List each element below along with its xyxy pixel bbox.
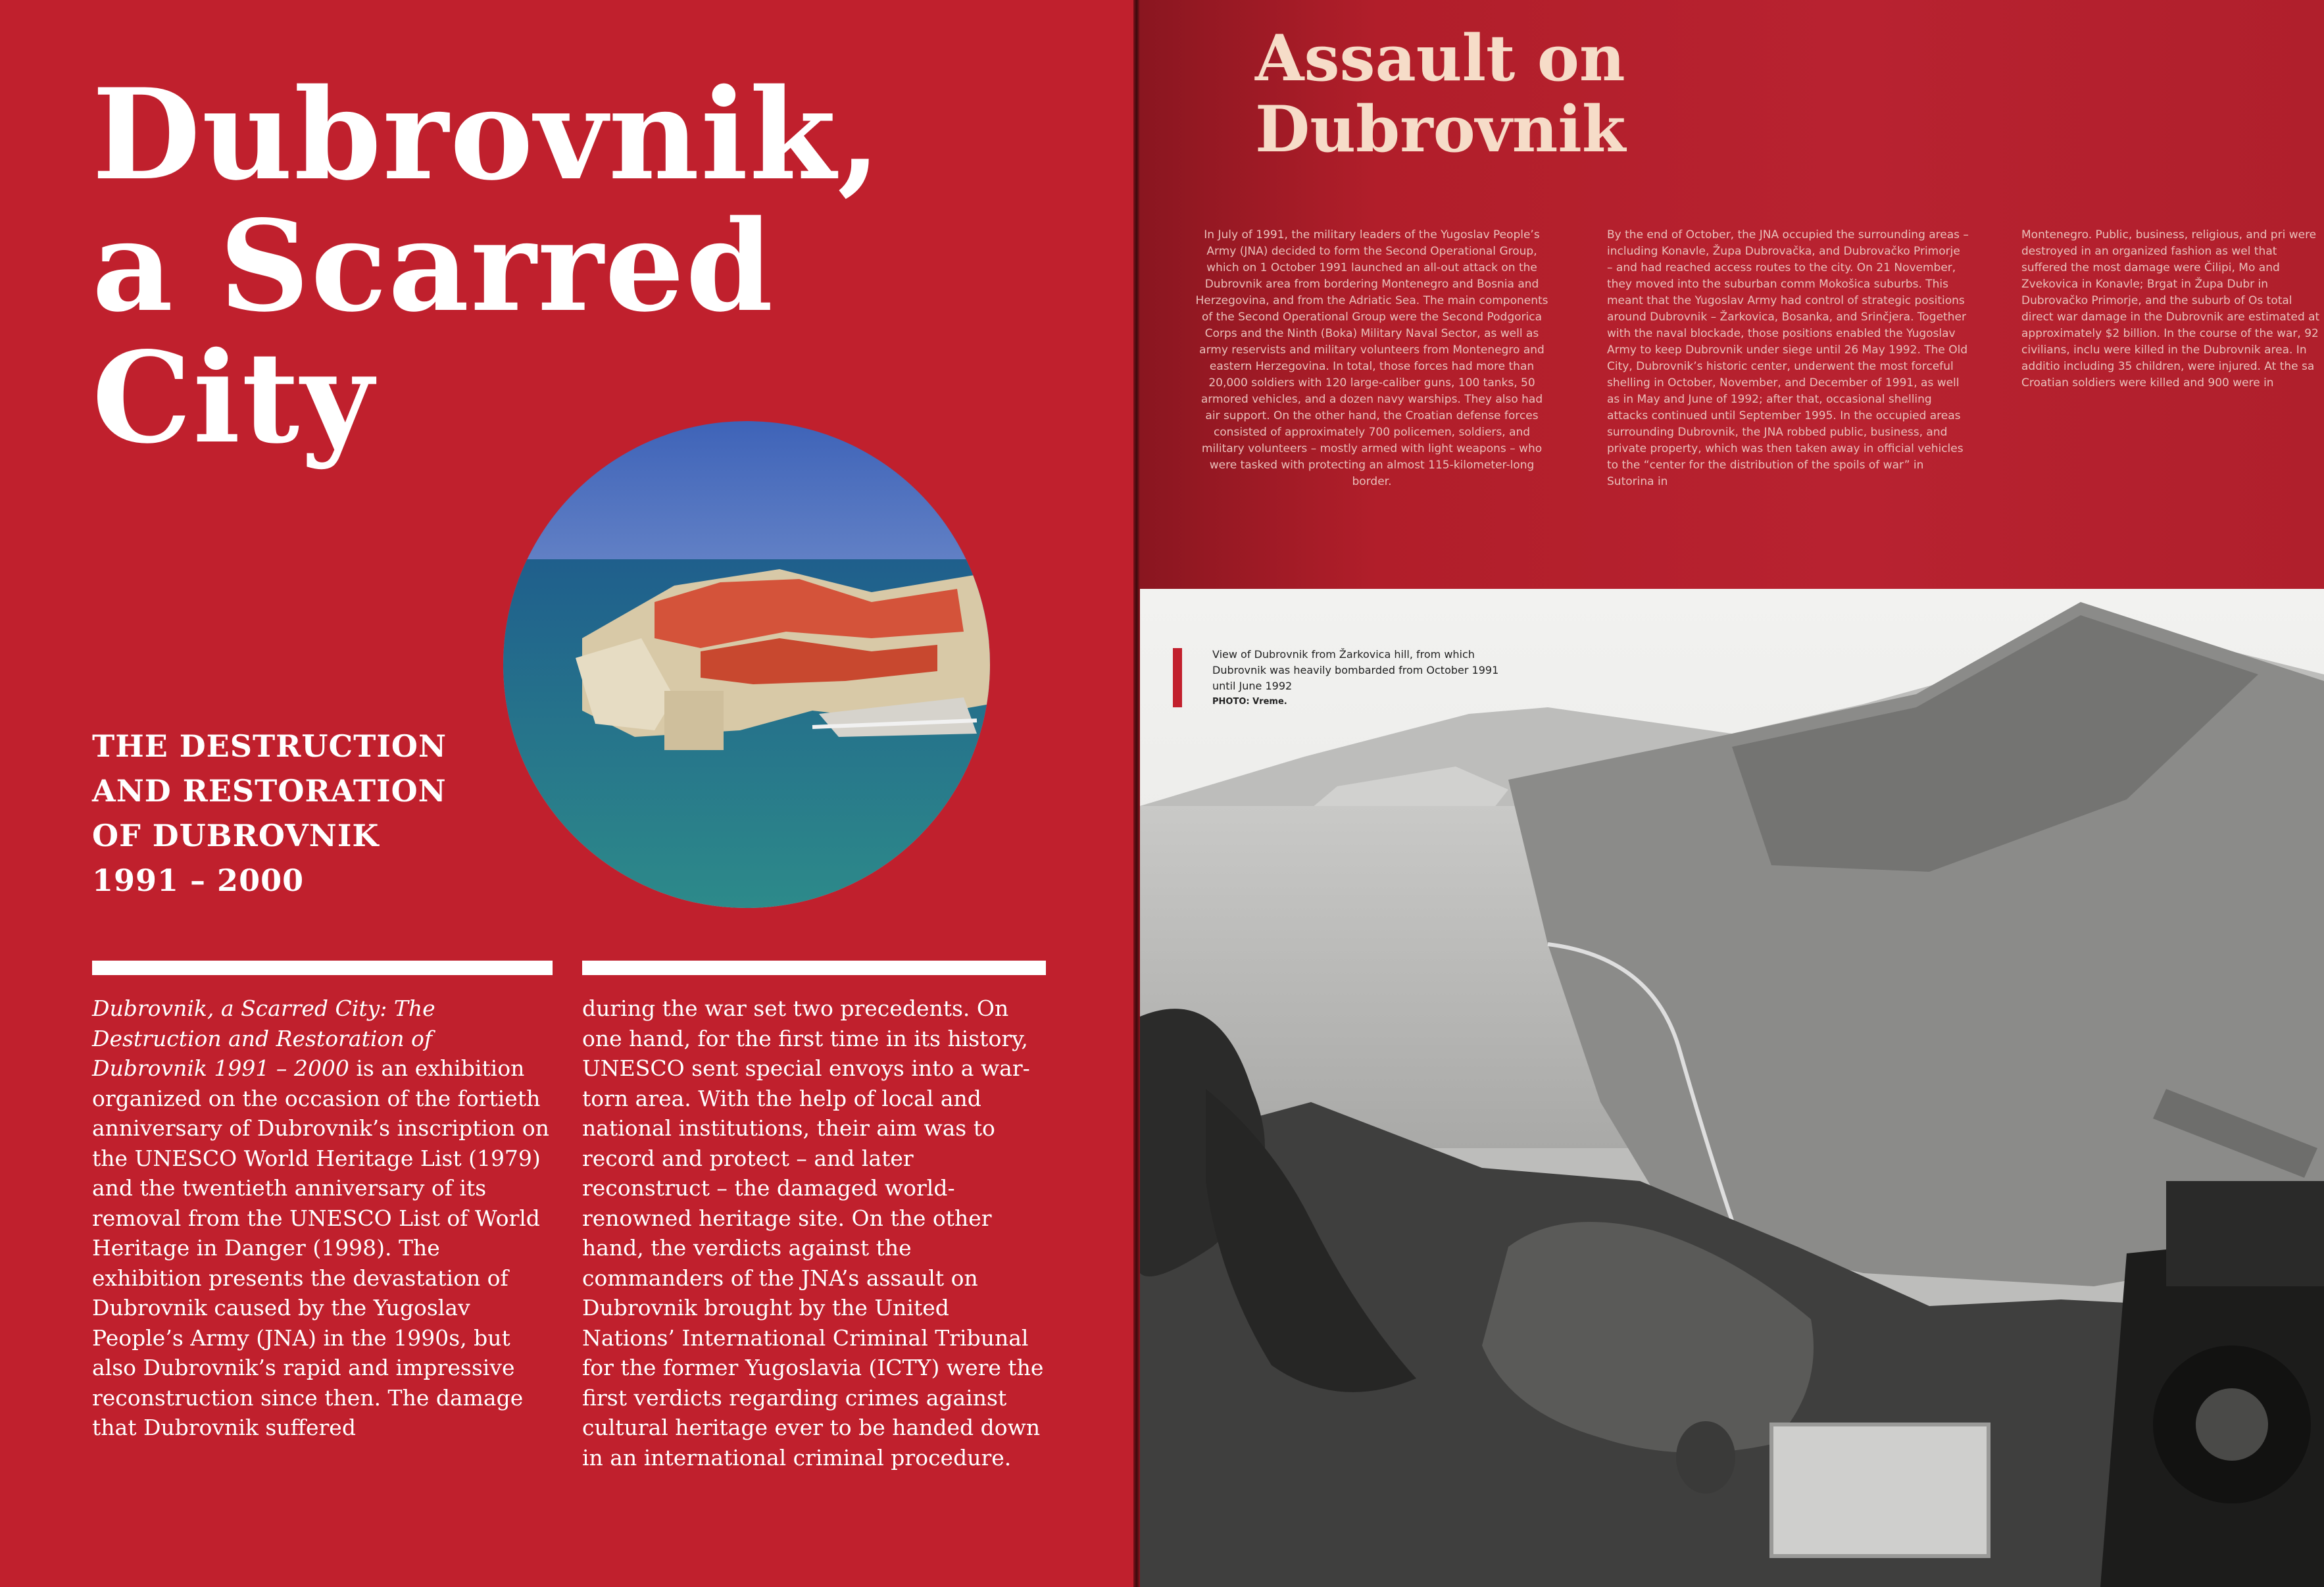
assault-title [1255, 23, 1625, 165]
left-page [0, 0, 1133, 1587]
assault-text-column-1: In July of 1991, the military leaders of the Yugoslav People’s Army (JNA) decided to form the Second Operational Group, which on 1 October 1991 launched an all-out attack on the Dubrovnik area from bordering Montenegro and Bosnia and Herzegovina, and from the Adriatic Sea. The main components of the Second Operational Group were the Second Podgorica Corps and the Ninth (Boka) Military Naval Sector, as well as army reservists and military volunteers from Montenegro and eastern Herzegovina. In total, those forces had more than 20,000 soldiers with 120 large-caliber guns, 100 tanks, 50 armored vehicles, and a dozen navy warships. They also had air support. On the other hand, the Croatian defense forces consisted of approximately 700 policemen, soldiers, and military volunteers – mostly armed with light weapons – who were tasked with protecting an almost 115-kilometer-long border. [1195, 228, 1548, 488]
title-line-3: City [92, 324, 375, 471]
divider-left [92, 961, 553, 975]
exhibition-title [92, 61, 883, 471]
page-gutter [1133, 0, 1140, 1587]
dubrovnik-aerial-photo [503, 421, 990, 908]
title-line-1: Dubrovnik, [92, 61, 883, 208]
subtitle-line-3: OF DUBROVNIK [92, 818, 380, 853]
intro-column-1 [92, 994, 553, 1443]
photo-credit: PHOTO: Vreme. [1212, 697, 1287, 707]
intro-column-1-text: is an exhibition organized on the occasion of the fortieth anniversary of Dubrovnik’s inscription on the UNESCO World Heritage List (1979) and the twentieth anniversary of its removal from the UNESCO List of World Heritage in Danger (1998). The exhibition presents the devastation of Dubrovnik caused by the Yugoslav People’s Army (JNA) in the 1990s, but also Dubrovnik’s rapid and impressive reconstruction since then. The damage that Dubrovnik suffered [92, 1055, 549, 1440]
subtitle-line-1: THE DESTRUCTION [92, 728, 447, 764]
zarkovica-hill-photo [1140, 589, 2324, 1587]
assault-text-column-2: By the end of October, the JNA occupied the surrounding areas – including Konavle, Župa Dubrovačka, and Dubrovačko Primorje – and had reached access routes to the city. On 21 November, they moved into the suburban comm Mokošica suburbs. This meant that the Yugoslav Army had control of strategic positions around Dubrovnik – Žarkovica, Bosanka, and Srinčjera. Together with the naval blockade, those positions enabled the Yugoslav Army to keep Dubrovnik under siege until 26 May 1992. The Old City, Dubrovnik’s historic center, underwent the most forceful shelling in October, November, and December of 1991, as well as in May and June of 1992; after that, occasional shelling attacks continued until September 1995. In the occupied areas surrounding Dubrovnik, the JNA robbed public, business, and private property, which was then taken away in official vehicles to the “center for the distribution of the spoils of war” in Sutorina in [1607, 228, 1969, 488]
exhibition-subtitle [92, 724, 447, 903]
caption-text: View of Dubrovnik from Žarkovica hill, from which Dubrovnik was heavily bombarded from October 1991 until June 1992 [1212, 648, 1499, 692]
photo-caption [1212, 647, 1515, 710]
right-page [1140, 0, 2324, 1587]
assault-title-line-2: Dubrovnik [1255, 92, 1626, 166]
assault-title-line-1: Assault on [1255, 21, 1625, 95]
intro-column-2: during the war set two precedents. On one hand, for the first time in its history, UNESCO sent special envoys into a war-torn area. With the help of local and national institutions, their aim was to record and protect – and later reconstruct – the damaged world-renowned heritage site. On the other hand, the verdicts against the commanders of the JNA’s assault on Dubrovnik brought by the United Nations’ International Criminal Tribunal for the former Yugoslavia (ICTY) were the first verdicts regarding crimes against cultural heritage ever to be handed down in an international criminal procedure. [582, 995, 1044, 1471]
divider-right [582, 961, 1046, 975]
subtitle-line-4: 1991 – 2000 [92, 863, 305, 898]
subtitle-line-2: AND RESTORATION [92, 773, 447, 809]
assault-text-column-3: Montenegro. Public, business, religious, and pri were destroyed in an organized fashion as wel that suffered the most damage were Čilipi, Mo and Zvekovica in Konavle; Brgat in Župa Dubr in Dubrovačko Primorje, and the suburb of Os total direct war damage in the Dubrovnik are estimated at approximately $2 billion. In the course of the war, 92 civilians, inclu were killed in the Dubrovnik area. In additio including 35 children, were injured. At the sa Croatian soldiers were killed and 900 were in [2021, 228, 2320, 390]
title-line-2: a Scarred [92, 193, 775, 340]
exhibition-name-italic: Dubrovnik, a Scarred City: The Destruction and Restoration of Dubrovnik 1991 – 2000 [92, 995, 435, 1081]
caption-marker [1173, 648, 1182, 707]
